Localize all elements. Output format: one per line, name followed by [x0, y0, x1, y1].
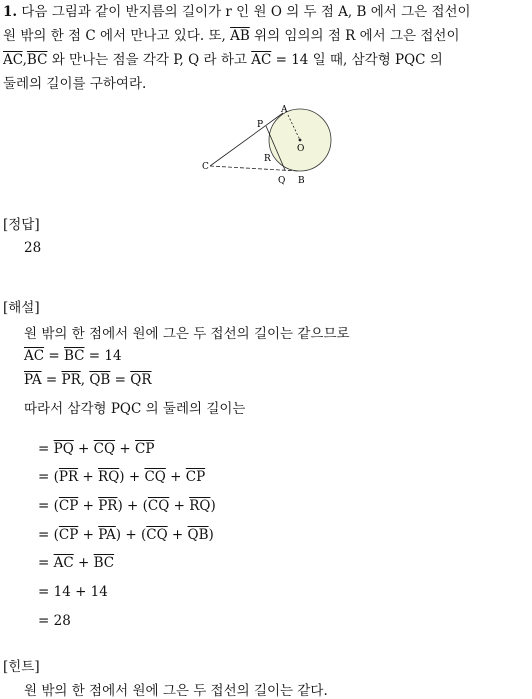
- solution-heading: [해설]: [3, 300, 40, 316]
- segment-ac: $\overline{AC}$: [3, 52, 23, 68]
- eq-op-2: =: [110, 372, 131, 388]
- label-q: Q: [278, 176, 286, 186]
- hint-text: 원 밖의 한 점에서 원에 그은 두 접선의 길이는 같다.: [24, 683, 328, 699]
- seg-bc: $\overline{BC}$: [64, 348, 85, 364]
- step-5: = $\overline{AC} + \overline{BC}$: [38, 555, 115, 571]
- label-o: O: [297, 144, 305, 154]
- step-3: = $(\overline{CP} + \overline{PR}) + (\overline{CQ} + \overline{RQ})$: [38, 498, 216, 514]
- problem-number: 1.: [3, 4, 18, 20]
- segment-ac-2: $\overline{AC}$: [251, 52, 272, 68]
- seg-qr: $\overline{QR}$: [130, 372, 152, 388]
- geometry-figure: [200, 102, 340, 188]
- answer-heading: [정답]: [3, 217, 40, 233]
- solution-eq-1: [24, 348, 122, 364]
- problem-line-4: 둘레의 길이를 구하여라.: [3, 76, 147, 92]
- problem-line-1: 다음 그림과 같이 반지름의 길이가 r 인 원 O 의 두 점 A, B 에서 그은 접선이: [21, 4, 471, 20]
- step-1: = $\overline{PQ} + \overline{CQ} + \overline{CP}$: [38, 441, 155, 457]
- label-p: P: [257, 120, 264, 130]
- solution-eq-2: [24, 372, 151, 388]
- label-b: B: [298, 176, 305, 186]
- answer-value: 28: [24, 240, 42, 256]
- arc-ab: $\overline{AB}$: [230, 28, 250, 44]
- hint-heading: [힌트]: [3, 659, 40, 675]
- seg-pa: $\overline{PA}$: [24, 372, 42, 388]
- eq-op: =: [44, 348, 64, 364]
- eq-op: =: [41, 372, 62, 388]
- label-r: R: [264, 154, 271, 164]
- seg-ac: $\overline{AC}$: [24, 348, 45, 364]
- step-7: = 28: [38, 613, 71, 629]
- step-2: = $(\overline{PR} + \overline{RQ}) + \overline{CQ} + \overline{CP}$: [38, 469, 206, 485]
- problem-line-3a: 와 만나는 점을 각각 P, Q 라 하고: [47, 52, 252, 68]
- center-dot: [299, 139, 302, 142]
- eq-sep: ,: [80, 372, 90, 388]
- eq-rest: = 14: [84, 348, 122, 364]
- solution-line-4: 따라서 삼각형 PQC 의 둘레의 길이는: [24, 401, 246, 417]
- step-6: = 14 + 14: [38, 584, 108, 600]
- problem-comma: ,: [22, 52, 27, 68]
- solution-line-1: 원 밖의 한 점에서 원에 그은 두 접선의 길이는 같으므로: [24, 326, 350, 342]
- step-4: = $(\overline{CP} + \overline{PA}) + (\overline{CQ} + \overline{QB})$: [38, 527, 214, 543]
- problem-line-3b: = 14 일 때, 삼각형 PQC 의: [271, 52, 443, 68]
- label-c: C: [202, 162, 209, 172]
- problem-line-2b: 위의 임의의 점 R 에서 그은 접선이: [249, 28, 460, 44]
- problem-text: [3, 0, 529, 96]
- seg-qb: $\overline{QB}$: [89, 372, 111, 388]
- problem-line-2a: 원 밖의 한 점 C 에서 만나고 있다. 또,: [3, 28, 231, 44]
- segment-bc: $\overline{BC}$: [26, 52, 48, 68]
- label-a: A: [281, 105, 288, 115]
- seg-pr: $\overline{PR}$: [61, 372, 81, 388]
